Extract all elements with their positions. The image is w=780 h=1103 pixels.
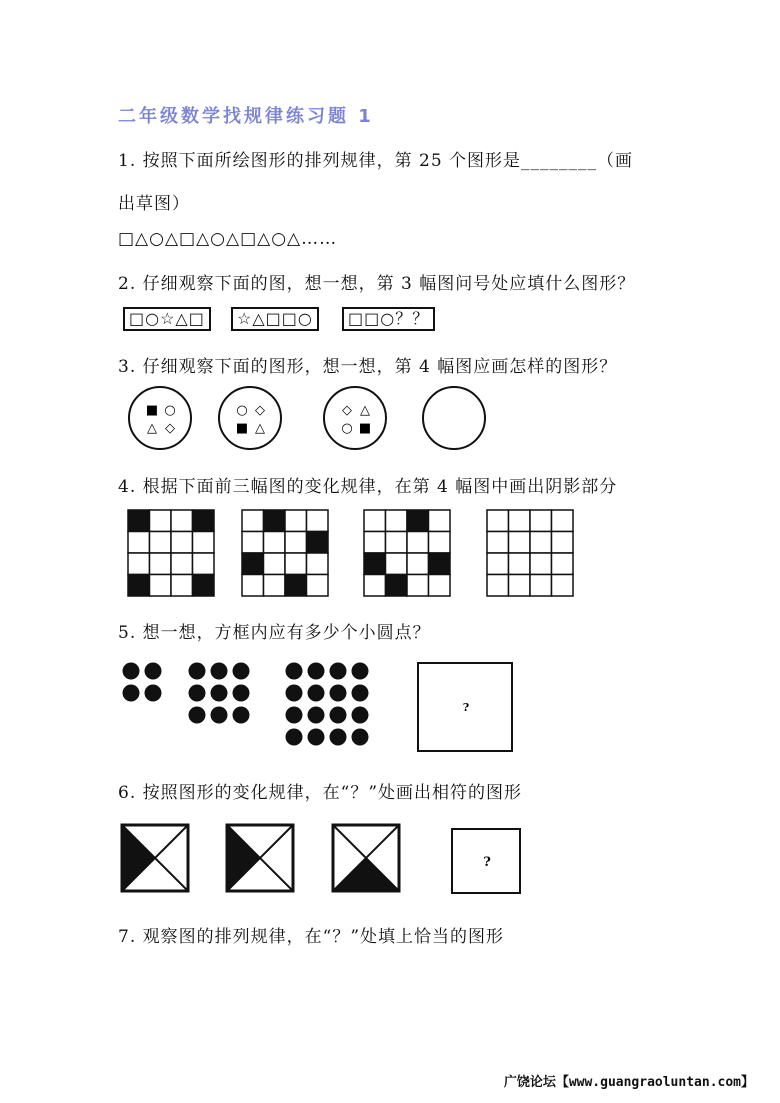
circle-2-symbol-4: △ (255, 421, 265, 436)
question-4-text: 4. 根据下面前三幅图的变化规律，在第 4 幅图中画出阴影部分 (118, 477, 618, 497)
shaded-triangle (333, 858, 399, 891)
question-2-text: 2. 仔细观察下面的图，想一想，第 3 幅图问号处应填什么图形？ (118, 274, 636, 294)
circle-2-symbol-1: ○ (236, 403, 248, 418)
page-title: 二年级数学找规律练习题 1 (118, 106, 374, 127)
question-3-text: 3. 仔细观察下面的图形，想一想，第 4 幅图应画怎样的图形？ (118, 357, 618, 377)
question-6-question-mark: ? (483, 855, 491, 870)
circle-2-symbol-3: ■ (235, 421, 249, 436)
question-1-shape-sequence: □△○△□△○△□△○△…… (118, 229, 338, 249)
circle-1-symbol-3: △ (147, 421, 157, 436)
x-square-3 (333, 825, 399, 891)
question-7-text: 7. 观察图的排列规律，在“？”处填上恰当的图形 (118, 927, 505, 947)
x-square-2 (227, 825, 293, 891)
question-6-text: 6. 按照图形的变化规律，在“？”处画出相符的图形 (118, 783, 523, 803)
circle-1-symbol-4: ◇ (165, 421, 175, 436)
question-2-box-1: □○☆△□ (123, 307, 211, 331)
shaded-triangle (227, 825, 260, 891)
circle-2-symbol-2: ◇ (255, 403, 265, 418)
question-2-box-2: ☆△□□○ (231, 307, 319, 331)
circle-3-symbol-1: ◇ (342, 403, 352, 418)
circle-3-symbol-3: ○ (341, 421, 353, 436)
question-5-question-mark: ? (462, 701, 470, 714)
circle-1-symbol-1: ■ (145, 403, 159, 418)
circle-3-symbol-2: △ (360, 403, 370, 418)
circle-3-symbol-4: ■ (358, 421, 372, 436)
footer-source: 广饶论坛【www.guangraoluntan.com】 (503, 1075, 754, 1090)
shaded-triangle (122, 825, 155, 891)
question-1-line-1: 1. 按照下面所绘图形的排列规律，第 25 个图形是________（画 (118, 151, 634, 171)
question-2-box-3: □□○？？ (342, 307, 435, 331)
question-5-text: 5. 想一想，方框内应有多少个小圆点？ (118, 623, 431, 643)
x-square-1 (122, 825, 188, 891)
question-1-line-2: 出草图） (118, 194, 190, 214)
circle-1-symbol-2: ○ (164, 403, 176, 418)
